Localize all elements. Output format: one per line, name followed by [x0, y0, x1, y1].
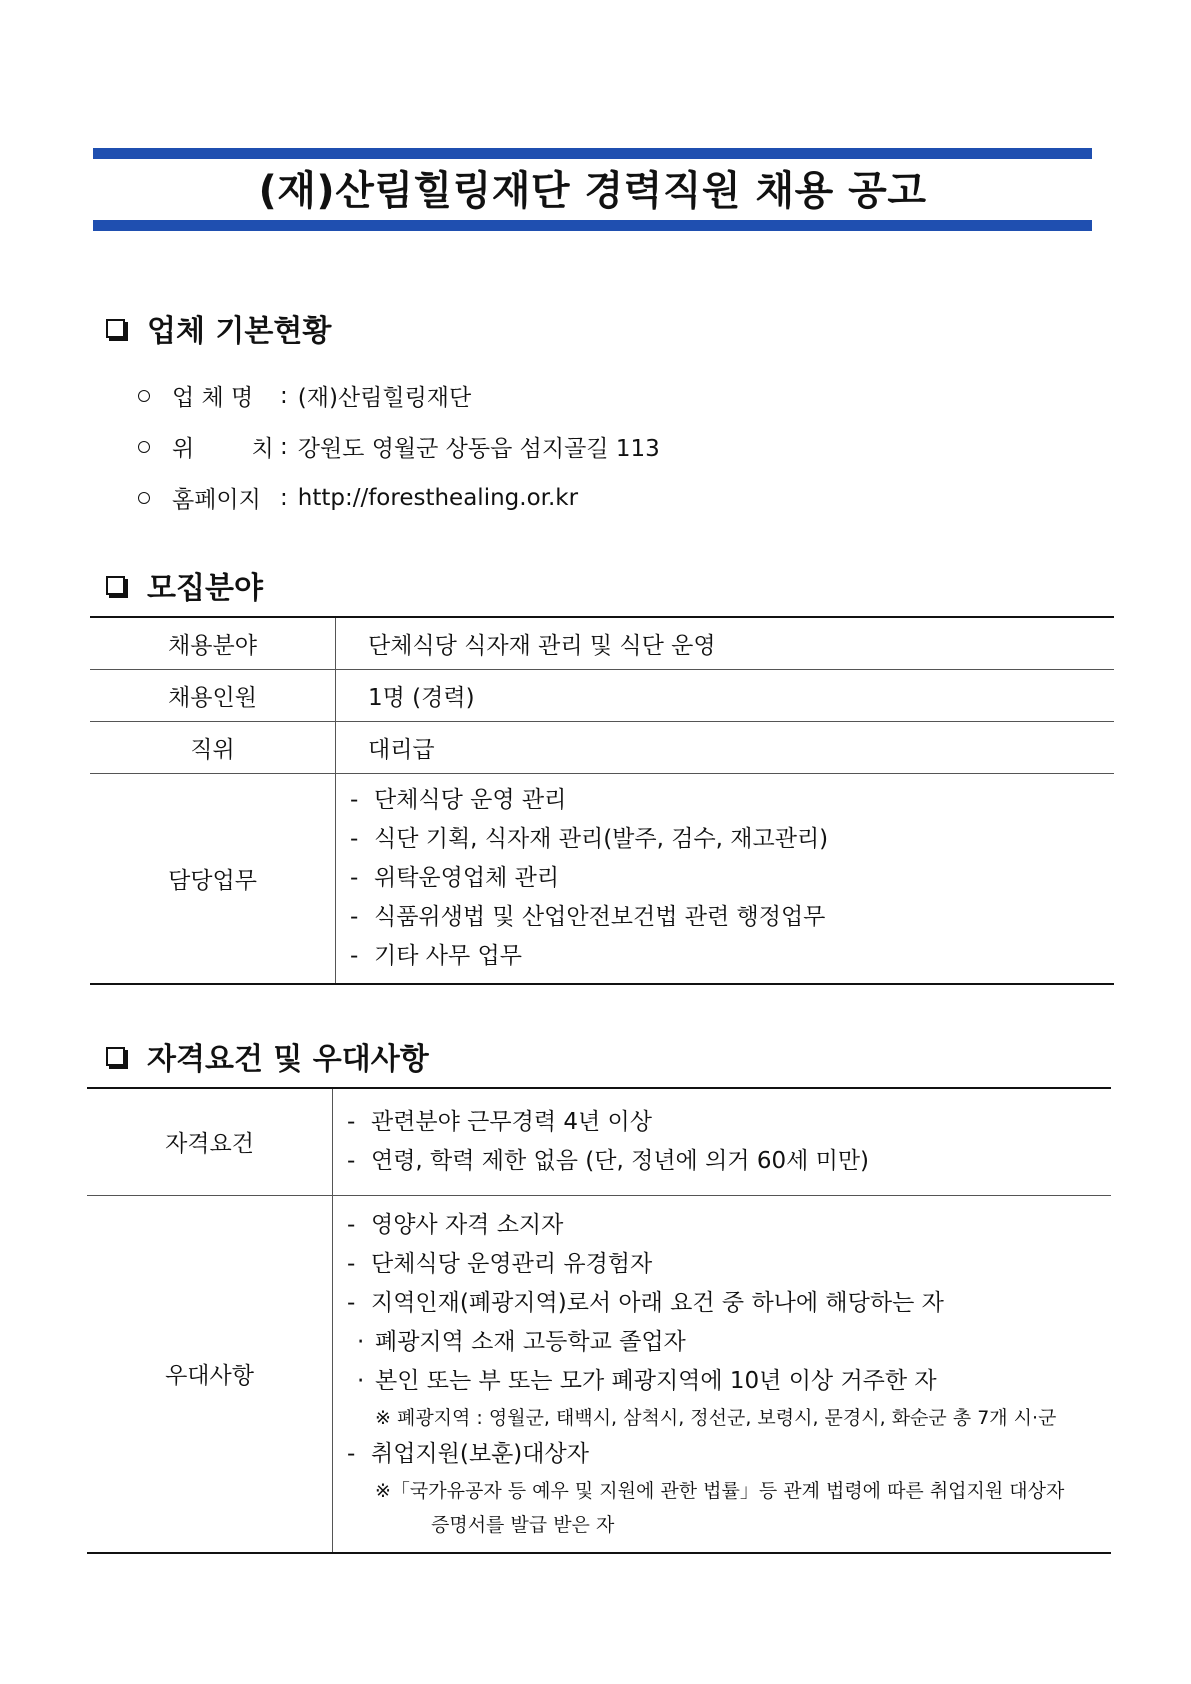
- list-item: - 영양사 자격 소지자: [347, 1206, 1111, 1245]
- company-info-list: [138, 370, 660, 523]
- info-value: (재)산림힐링재단: [297, 385, 472, 411]
- row-label: 담당업무: [90, 773, 336, 984]
- info-separator: :: [280, 433, 288, 460]
- table-row: [90, 721, 1114, 773]
- section-heading-recruit-text: 모집분야: [147, 571, 263, 606]
- row-label: 자격요건: [87, 1088, 333, 1195]
- list-item: - 단체식당 운영 관리: [350, 781, 1114, 820]
- info-label: 업 체 명: [172, 385, 254, 411]
- section-heading-company: [102, 308, 331, 348]
- note-line: ※「국가유공자 등 예우 및 지원에 관한 법률」등 관계 법령에 따른 취업지원 대상자: [375, 1479, 1065, 1502]
- note-text: [347, 1474, 1111, 1542]
- qualification-table: [87, 1087, 1111, 1554]
- row-label: 직위: [90, 721, 336, 773]
- row-label: 채용인원: [90, 669, 336, 721]
- info-separator: :: [280, 484, 288, 511]
- title-bar-bottom: [93, 220, 1092, 231]
- table-row: [87, 1195, 1111, 1553]
- duties-list: [350, 781, 1114, 976]
- info-label: 위 치: [172, 436, 274, 462]
- list-item: - 관련분야 근무경력 4년 이상: [347, 1103, 1111, 1142]
- table-row: [90, 773, 1114, 984]
- table-row: [87, 1088, 1111, 1195]
- row-value: 대리급: [336, 721, 1115, 773]
- requirements-list: [347, 1103, 1111, 1181]
- circle-bullet-icon: [138, 441, 150, 453]
- list-item: - 연령, 학력 제한 없음 (단, 정년에 의거 60세 미만): [347, 1142, 1111, 1181]
- section-heading-qualification-text: 자격요건 및 우대사항: [147, 1042, 429, 1077]
- section-heading-recruit: [102, 565, 263, 605]
- note-text: ※ 폐광지역 : 영월군, 태백시, 삼척시, 정선군, 보령시, 문경시, 화순군 총 7개 시·군: [375, 1406, 1057, 1429]
- sub-list-item: · 본인 또는 부 또는 모가 폐광지역에 10년 이상 거주한 자: [347, 1362, 1111, 1401]
- row-label: 우대사항: [87, 1195, 333, 1553]
- list-item: - 지역인재(폐광지역)로서 아래 요건 중 하나에 해당하는 자: [347, 1284, 1111, 1323]
- checkbox-icon: [106, 319, 125, 338]
- row-value: 1명 (경력): [336, 669, 1115, 721]
- section-heading-qualification: [102, 1036, 429, 1076]
- info-label: 홈페이지: [172, 487, 261, 513]
- table-row: [90, 617, 1114, 669]
- preferences-cell: [333, 1195, 1112, 1553]
- list-item: - 취업지원(보훈)대상자: [347, 1435, 1111, 1474]
- recruit-table: [90, 616, 1114, 985]
- homepage-link[interactable]: http://foresthealing.or.kr: [297, 484, 579, 511]
- list-item: - 기타 사무 업무: [350, 937, 1114, 976]
- checkbox-icon: [106, 576, 125, 595]
- info-row-name: [138, 370, 660, 421]
- section-heading-company-text: 업체 기본현황: [147, 314, 332, 349]
- list-item: - 단체식당 운영관리 유경험자: [347, 1245, 1111, 1284]
- requirements-cell: [333, 1088, 1112, 1195]
- circle-bullet-icon: [138, 492, 150, 504]
- title-bar-top: [93, 148, 1092, 159]
- checkbox-icon: [106, 1047, 125, 1066]
- row-label: 채용분야: [90, 617, 336, 669]
- table-row: [90, 669, 1114, 721]
- duties-cell: [336, 773, 1115, 984]
- info-row-homepage: [138, 472, 660, 523]
- row-value: 단체식당 식자재 관리 및 식단 운영: [368, 632, 716, 659]
- document-title: (재)산림힐링재단 경력직원 채용 공고: [258, 168, 927, 214]
- info-separator: :: [280, 382, 288, 409]
- list-item: - 식품위생법 및 산업안전보건법 관련 행정업무: [350, 898, 1114, 937]
- circle-bullet-icon: [138, 390, 150, 402]
- preferences-list: [347, 1206, 1111, 1542]
- note-line: 증명서를 발급 받은 자: [431, 1513, 615, 1536]
- sub-list-item: · 폐광지역 소재 고등학교 졸업자: [347, 1323, 1111, 1362]
- list-item: - 식단 기획, 식자재 관리(발주, 검수, 재고관리): [350, 820, 1114, 859]
- info-row-location: [138, 421, 660, 472]
- info-value: 강원도 영월군 상동읍 섬지골길 113: [297, 436, 660, 462]
- list-item: - 위탁운영업체 관리: [350, 859, 1114, 898]
